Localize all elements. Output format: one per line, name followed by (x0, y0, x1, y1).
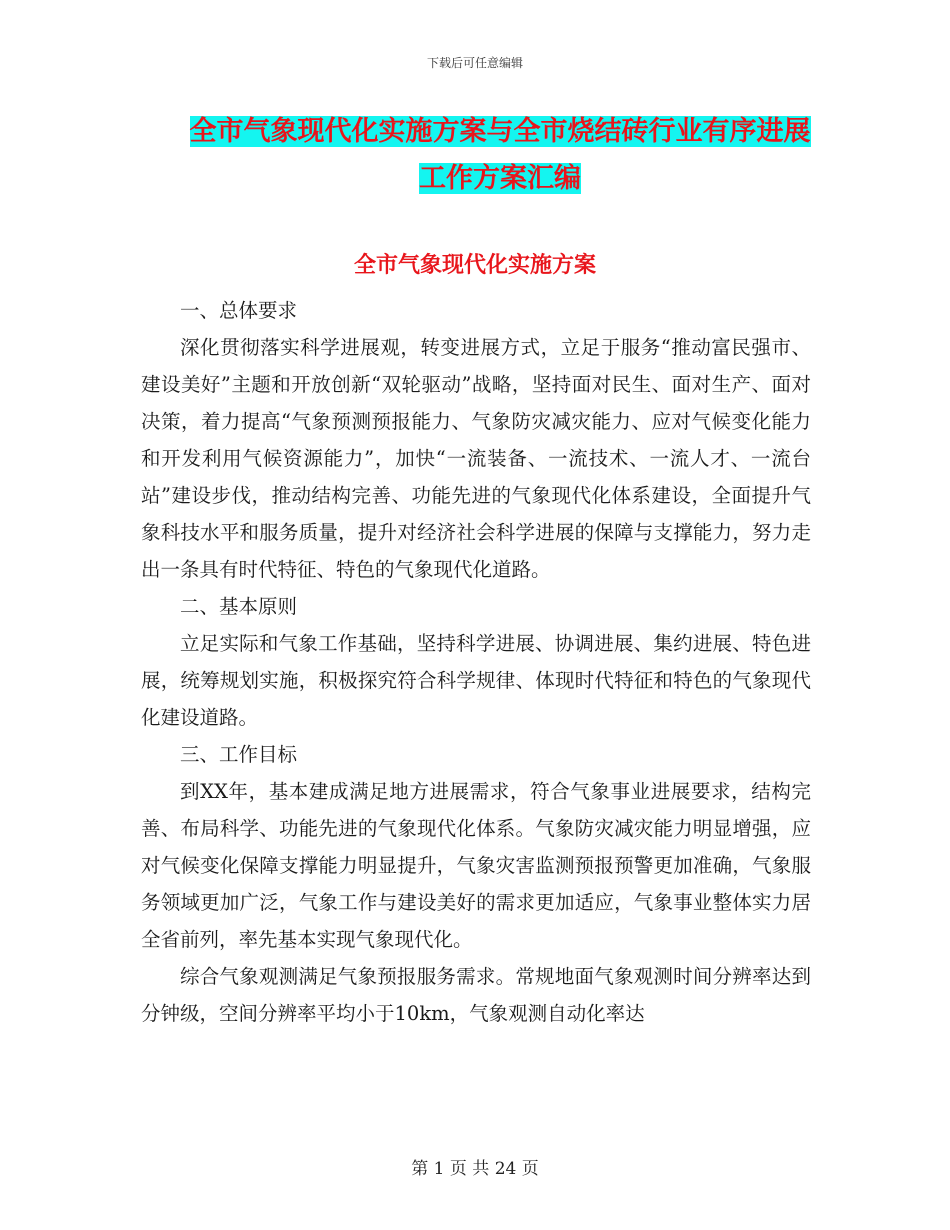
document-title-line2: 工作方案汇编 (419, 163, 581, 194)
paragraph: 到XX年，基本建成满足地方进展需求，符合气象事业进展要求，结构完善、布局科学、功能先进的气象现代化体系。气象防灾减灾能力明显增强，应对气候变化保障支撑能力明显提升，气象灾害监测预报预警更加准确，气象服务领域更加广泛，气象工作与建设美好的需求更加适应，气象事业整体实力居全省前列，率先基本实现气象现代化。 (141, 780, 811, 951)
document-body (141, 292, 811, 1032)
paragraph: 深化贯彻落实科学进展观，转变进展方式，立足于服务“推动富民强市、建设美好”主题和开放创新“双轮驱动”战略，坚持面对民生、面对生产、面对决策，着力提高“气象预测预报能力、气象防灾减灾能力、应对气候变化能力和开发利用气候资源能力”，加快“一流装备、一流技术、一流人才、一流台站”建设步伐，推动结构完善、功能先进的气象现代化体系建设，全面提升气象科技水平和服务质量，提升对经济社会科学进展的保障与支撑能力，努力走出一条具有时代特征、特色的气象现代化道路。 (141, 336, 811, 581)
document-title (150, 108, 850, 202)
paragraph: 综合气象观测满足气象预报服务需求。常规地面气象观测时间分辨率达到分钟级，空间分辨率平均小于10km，气象观测自动化率达 (141, 965, 811, 1025)
section-title: 全市气象现代化实施方案 (353, 253, 596, 278)
heading-work-goals: 三、工作目标 (180, 743, 298, 766)
document-title-line1: 全市气象现代化实施方案与全市烧结砖行业有序进展 (189, 116, 811, 147)
page-footer: 第 1 页 共 24 页 (411, 1159, 539, 1179)
heading-general-requirements: 一、总体要求 (180, 299, 298, 322)
heading-basic-principles: 二、基本原则 (180, 595, 298, 618)
paragraph: 立足实际和气象工作基础，坚持科学进展、协调进展、集约进展、特色进展，统筹规划实施，积极探究符合科学规律、体现时代特征和特色的气象现代化建设道路。 (141, 632, 811, 729)
page-header-note: 下载后可任意编辑 (426, 56, 523, 70)
